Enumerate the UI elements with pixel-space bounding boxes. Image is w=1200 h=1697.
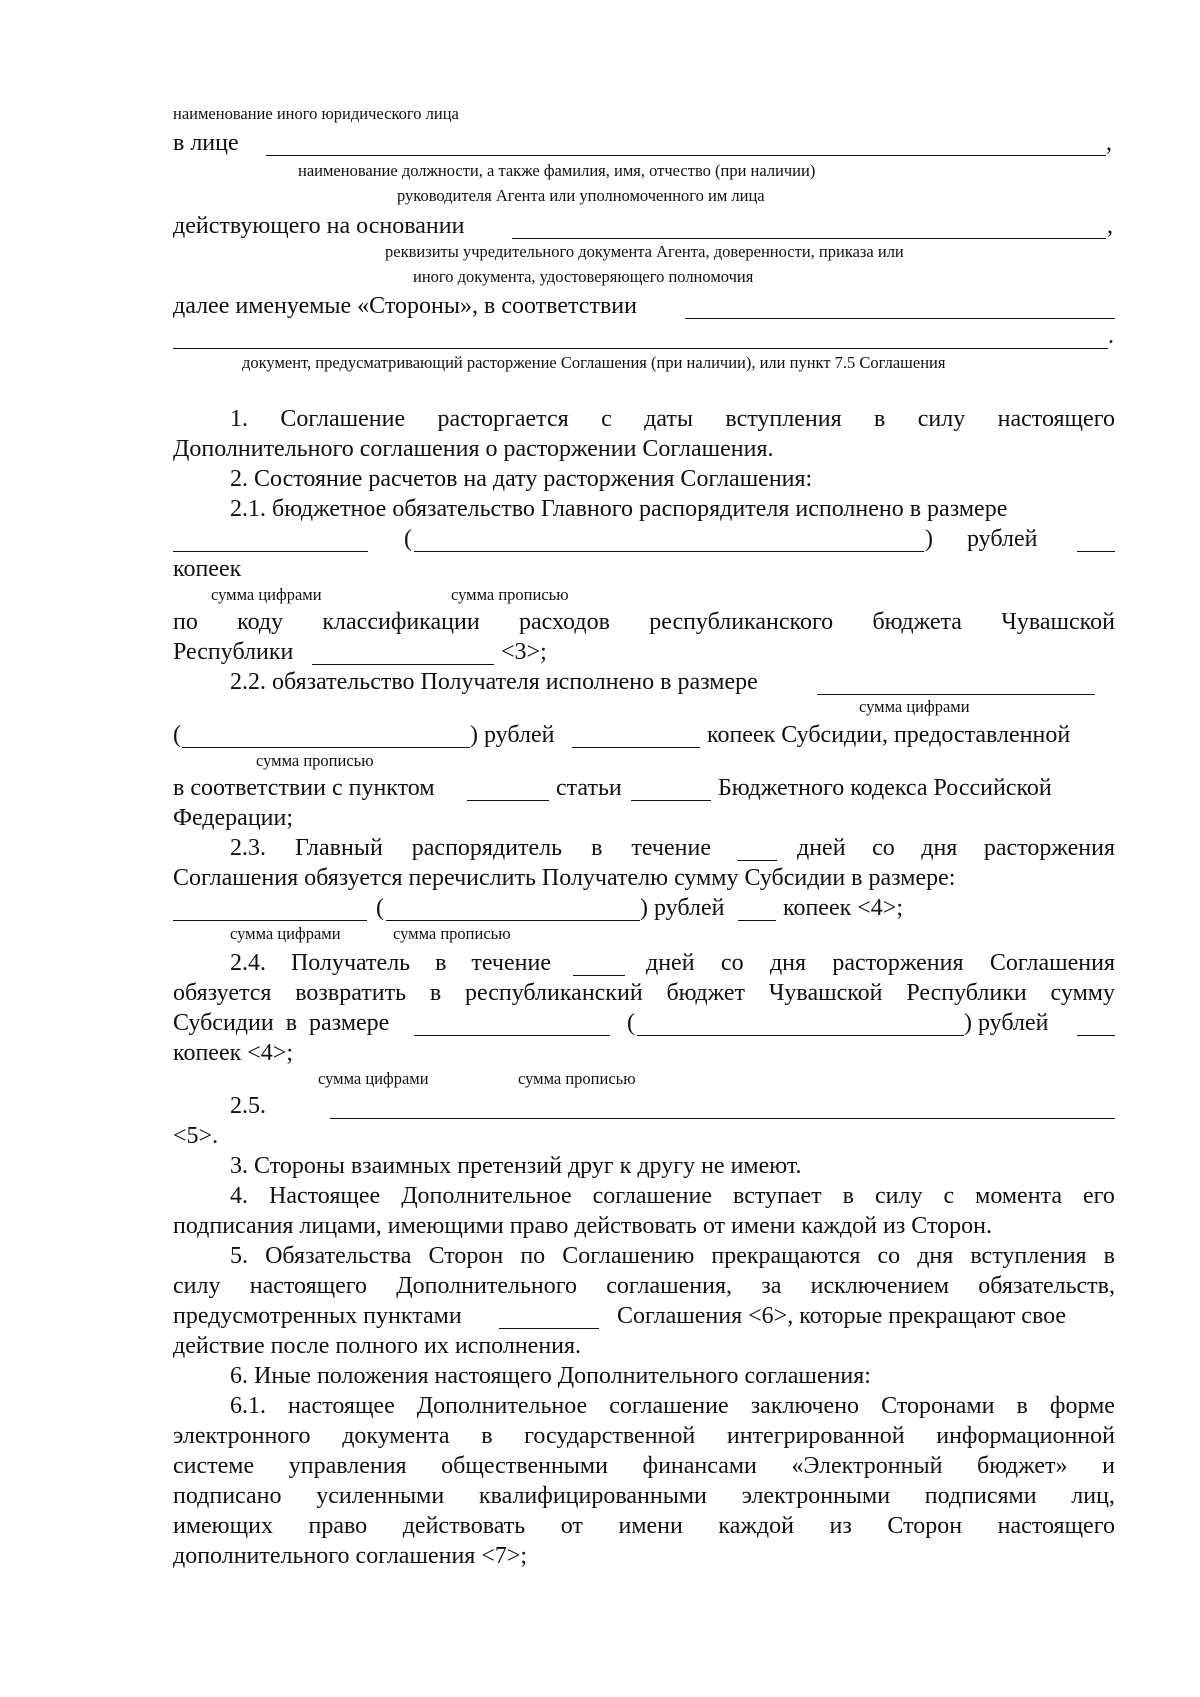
p23-line2: Соглашения обязуется перечислить Получателю сумму Субсидии в размере: bbox=[173, 865, 956, 891]
p21-caption-digits: сумма цифрами bbox=[211, 585, 322, 604]
p23-amount-words-field[interactable] bbox=[386, 920, 640, 921]
p21-kopeks: копеек bbox=[173, 556, 242, 582]
p21-caption-words: сумма прописью bbox=[451, 585, 569, 604]
p22-line4: Федерации; bbox=[173, 805, 294, 831]
p23-caption-words: сумма прописью bbox=[393, 924, 511, 943]
p22-line3-b: статьи bbox=[556, 775, 622, 801]
p22-kopeks-text: копеек Субсидии, предоставленной bbox=[707, 722, 1071, 748]
p24-amount-words-field[interactable] bbox=[637, 1035, 964, 1036]
p61-line5: имеющих право действовать от имени каждой из Сторон настоящего bbox=[173, 1513, 1115, 1539]
p5-points-field[interactable] bbox=[499, 1328, 599, 1329]
p24-kopeks-field[interactable] bbox=[1077, 1035, 1115, 1036]
p22-line1: 2.2. обязательство Получателя исполнено в размере bbox=[230, 669, 758, 695]
p5-line1: 5. Обязательства Сторон по Соглашению прекращаются со дня вступления в bbox=[230, 1243, 1115, 1269]
p22-article-field[interactable] bbox=[631, 800, 711, 801]
position-caption-line2: руководителя Агента или уполномоченного им лица bbox=[397, 186, 765, 205]
acting-basis-comma: , bbox=[1107, 213, 1113, 239]
parties-line-label: далее именуемые «Стороны», в соответствии bbox=[173, 293, 637, 319]
docs-caption-line1: реквизиты учредительного документа Агента, доверенности, приказа или bbox=[385, 242, 904, 261]
p23-rubles: ) рублей bbox=[640, 895, 725, 921]
p24-open-paren: ( bbox=[627, 1010, 635, 1036]
p25-number: 2.5. bbox=[230, 1093, 266, 1119]
p25-footnote-5: <5>. bbox=[173, 1123, 219, 1149]
p21-line1: 2.1. бюджетное обязательство Главного распорядителя исполнено в размере bbox=[230, 496, 1008, 522]
p61-line6: дополнительного соглашения <7>; bbox=[173, 1543, 528, 1569]
p61-line3: системе управления общественными финансами «Электронный бюджет» и bbox=[173, 1453, 1115, 1479]
p24-line4: копеек <4>; bbox=[173, 1040, 293, 1066]
p23-kopeks-field[interactable] bbox=[738, 920, 776, 921]
in-person-comma: , bbox=[1106, 130, 1112, 156]
p23-caption-digits: сумма цифрами bbox=[230, 924, 341, 943]
p22-line3-a: в соответствии с пунктом bbox=[173, 775, 435, 801]
p61-line2: электронного документа в государственной интегрированной информационной bbox=[173, 1423, 1115, 1449]
p23-amount-digits-field[interactable] bbox=[173, 920, 367, 921]
position-caption-line1: наименование должности, а также фамилия, имя, отчество (при наличии) bbox=[298, 161, 816, 180]
org-name-caption: наименование иного юридического лица bbox=[173, 104, 459, 123]
p24-caption-words: сумма прописью bbox=[518, 1069, 636, 1088]
p21-rubles: рублей bbox=[967, 526, 1038, 552]
in-person-label: в лице bbox=[173, 130, 239, 156]
p21-close-paren: ) bbox=[925, 526, 933, 552]
p22-kopeks-field[interactable] bbox=[572, 747, 700, 748]
p22-caption-digits: сумма цифрами bbox=[859, 697, 970, 716]
p1-line1: 1. Соглашение расторгается с даты вступления в силу настоящего bbox=[230, 406, 1115, 432]
docs-caption-line2: иного документа, удостоверяющего полномочия bbox=[413, 267, 754, 286]
p4-line2: подписания лицами, имеющими право действовать от имени каждой из Сторон. bbox=[173, 1213, 993, 1239]
p24-amount-digits-field[interactable] bbox=[414, 1035, 610, 1036]
p4-line1: 4. Настоящее Дополнительное соглашение вступает в силу с момента его bbox=[230, 1183, 1115, 1209]
p5-line4: действие после полного их исполнения. bbox=[173, 1333, 582, 1359]
p21-kopeks-field[interactable] bbox=[1077, 551, 1115, 552]
p24-line2: обязуется возвратить в республиканский бюджет Чувашской Республики сумму bbox=[173, 980, 1115, 1006]
p23-line1-b: дней со дня расторжения bbox=[797, 835, 1115, 861]
p22-point-field[interactable] bbox=[467, 800, 549, 801]
parties-basis-field[interactable] bbox=[685, 318, 1115, 319]
p21-line3: по коду классификации расходов республиканского бюджета Чувашской bbox=[173, 609, 1115, 635]
p5-line3-a: предусмотренных пунктами bbox=[173, 1303, 462, 1329]
p25-field[interactable] bbox=[330, 1118, 1115, 1119]
acting-basis-label: действующего на основании bbox=[173, 213, 465, 239]
p24-rubles: ) рублей bbox=[964, 1010, 1049, 1036]
p24-line3-a: Субсидии в размере bbox=[173, 1010, 390, 1036]
p23-open-paren: ( bbox=[376, 895, 384, 921]
parties-basis-period: . bbox=[1108, 323, 1114, 349]
p22-rubles: ) рублей bbox=[470, 722, 555, 748]
acting-basis-field[interactable] bbox=[512, 238, 1106, 239]
p21-footnote-3: <3>; bbox=[501, 639, 547, 665]
p24-days-field[interactable] bbox=[573, 975, 625, 976]
p61-line1: 6.1. настоящее Дополнительное соглашение заключено Сторонами в форме bbox=[230, 1393, 1115, 1419]
p24-line1-b: дней со дня расторжения Соглашения bbox=[646, 950, 1115, 976]
p24-line1-a: 2.4. Получатель в течение bbox=[230, 950, 551, 976]
p5-line2: силу настоящего Дополнительного соглашения, за исключением обязательств, bbox=[173, 1273, 1115, 1299]
p3: 3. Стороны взаимных претензий друг к другу не имеют. bbox=[230, 1153, 802, 1179]
p61-line4: подписано усиленными квалифицированными электронными подписями лиц, bbox=[173, 1483, 1115, 1509]
p23-kopeks: копеек <4>; bbox=[783, 895, 903, 921]
p1-line2: Дополнительного соглашения о расторжении Соглашения. bbox=[173, 436, 774, 462]
p24-caption-digits: сумма цифрами bbox=[318, 1069, 429, 1088]
p21-amount-digits-field[interactable] bbox=[173, 551, 368, 552]
p21-open-paren: ( bbox=[404, 526, 412, 552]
p22-amount-digits-field[interactable] bbox=[817, 694, 1095, 695]
p22-caption-words: сумма прописью bbox=[256, 751, 374, 770]
p22-amount-words-field[interactable] bbox=[182, 747, 470, 748]
p23-line1-a: 2.3. Главный распорядитель в течение bbox=[230, 835, 711, 861]
p22-line3-c: Бюджетного кодекса Российской bbox=[718, 775, 1052, 801]
in-person-field[interactable] bbox=[266, 155, 1106, 156]
p22-open-paren: ( bbox=[173, 722, 181, 748]
parties-basis-field-line2[interactable] bbox=[173, 348, 1108, 349]
p21-line4-label: Республики bbox=[173, 639, 294, 665]
p5-line3-b: Соглашения <6>, которые прекращают свое bbox=[617, 1303, 1067, 1329]
p21-classification-code-field[interactable] bbox=[312, 664, 494, 665]
p23-days-field[interactable] bbox=[737, 860, 777, 861]
p2-heading: 2. Состояние расчетов на дату расторжения Соглашения: bbox=[230, 466, 813, 492]
termination-doc-caption: документ, предусматривающий расторжение Соглашения (при наличии), или пункт 7.5 Соглашения bbox=[242, 353, 946, 372]
p6-heading: 6. Иные положения настоящего Дополнительного соглашения: bbox=[230, 1363, 871, 1389]
p21-amount-words-field[interactable] bbox=[414, 551, 924, 552]
